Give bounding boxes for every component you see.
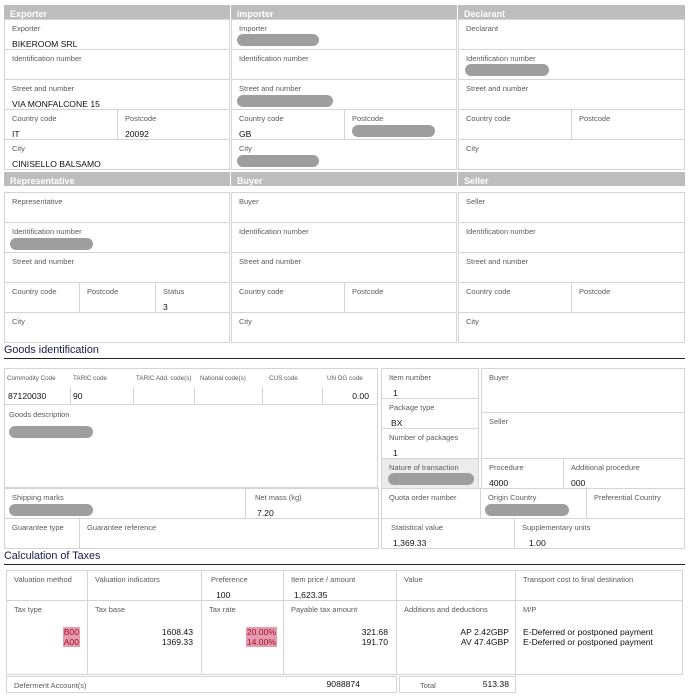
tax-rate-cell: [201, 600, 284, 675]
value-cell: [396, 570, 516, 601]
package-type-cell: [381, 398, 479, 429]
label: Commodity Code: [7, 375, 56, 382]
buyer-id-cell: [231, 222, 457, 253]
label: Payable tax amount: [291, 605, 358, 614]
redacted-mark: [9, 504, 93, 516]
buyer-header: Buyer: [231, 172, 457, 186]
label: Guarantee reference: [87, 523, 157, 532]
item-price-cell: [283, 570, 397, 601]
label: Representative: [12, 197, 63, 206]
exporter-postcode-cell: [117, 109, 230, 140]
payable-tax-cell: [283, 600, 397, 675]
exporter-street: VIA MONFALCONE 15: [12, 99, 100, 109]
label: City: [239, 144, 252, 153]
procedure-value: 4000: [489, 478, 509, 488]
label: Tax base: [95, 605, 126, 614]
additional-procedure-cell: [563, 458, 685, 489]
label: Country code: [466, 114, 511, 123]
representative-id-cell: [4, 222, 230, 253]
procedure-cell: [481, 458, 564, 489]
label: Valuation indicators: [95, 575, 160, 584]
label: Status: [163, 287, 185, 296]
declarant-header: Declarant: [458, 5, 685, 19]
seller-header: Seller: [458, 172, 685, 186]
redacted-mark: [352, 125, 435, 137]
preferential-country-cell: [586, 488, 685, 519]
importer-id-cell: [231, 49, 457, 80]
guarantee-reference-cell: [79, 518, 379, 549]
label: Quota order number: [389, 493, 457, 502]
redacted-mark: [485, 504, 569, 516]
label: Item price / amount: [291, 575, 356, 584]
label: Country code: [239, 287, 284, 296]
total-cell: [399, 676, 516, 693]
label: CUS code: [269, 375, 298, 382]
tax-base-row-1: 1608.43: [161, 627, 193, 637]
seller-name-cell: [458, 192, 685, 223]
exporter-name-cell: [4, 19, 230, 50]
label: Identification number: [466, 54, 536, 63]
item-number-value: 1: [393, 388, 398, 398]
representative-status: 3: [163, 302, 168, 312]
declarant-street-cell: [458, 79, 685, 110]
label: Total: [420, 681, 436, 690]
declarant-city-cell: [458, 139, 685, 170]
taric-code-value: 90: [73, 391, 83, 401]
label: Preferential Country: [594, 493, 661, 502]
nature-of-transaction-cell: [381, 458, 479, 489]
label: Additional procedure: [571, 463, 640, 472]
label: National code(s): [200, 375, 246, 382]
label: Tax type: [14, 605, 42, 614]
net-mass-value: 7.20: [257, 508, 274, 518]
label: Item number: [389, 373, 432, 382]
label: Postcode: [579, 287, 611, 296]
label: Deferment Account(s): [14, 681, 87, 690]
label: Buyer: [489, 373, 509, 382]
goods-buyer-cell: [481, 368, 685, 413]
label: Street and number: [239, 257, 302, 266]
deferment-account-value: 9088874: [326, 679, 360, 689]
guarantee-type-cell: [4, 518, 80, 549]
valuation-method-cell: [6, 570, 88, 601]
label: Number of packages: [389, 433, 459, 442]
redacted-mark: [10, 238, 93, 250]
label: Identification number: [466, 227, 536, 236]
declarant-postcode-cell: [571, 109, 685, 140]
importer-city-cell: [231, 139, 457, 170]
label: Value: [404, 575, 423, 584]
label: Nature of transaction: [389, 463, 459, 472]
representative-city-cell: [4, 312, 230, 343]
label: Identification number: [12, 54, 82, 63]
payable-row-2: 191.70: [361, 637, 388, 647]
label: Package type: [389, 403, 435, 412]
label: Postcode: [87, 287, 119, 296]
importer-name-cell: [231, 19, 457, 50]
label: City: [239, 317, 252, 326]
label: Guarantee type: [12, 523, 64, 532]
label: City: [12, 144, 25, 153]
additional-procedure-value: 000: [571, 478, 586, 488]
redacted-mark: [9, 426, 93, 438]
seller-id-cell: [458, 222, 685, 253]
label: City: [466, 317, 479, 326]
label: Postcode: [352, 114, 384, 123]
importer-country: GB: [239, 129, 252, 139]
exporter-header: Exporter: [4, 5, 230, 19]
mp-cell: [515, 600, 683, 675]
exporter-id-cell: [4, 49, 230, 80]
representative-street-cell: [4, 252, 230, 283]
package-type-value: BX: [391, 418, 403, 428]
label: Statistical value: [391, 523, 444, 532]
label: Postcode: [125, 114, 157, 123]
label: Seller: [489, 417, 509, 426]
supplementary-units-cell: [514, 518, 685, 549]
payable-row-1: 321.68: [361, 627, 388, 637]
label: Goods description: [9, 410, 70, 419]
label: Street and number: [466, 257, 529, 266]
label: Tax rate: [209, 605, 236, 614]
label: Street and number: [12, 257, 75, 266]
label: Street and number: [12, 84, 75, 93]
buyer-country-cell: [231, 282, 345, 313]
representative-name-cell: [4, 192, 230, 223]
mp-row-2: E-Deferred or postponed payment: [523, 637, 653, 647]
representative-header: Representative: [4, 172, 230, 186]
seller-city-cell: [458, 312, 685, 343]
valuation-indicators-cell: [87, 570, 202, 601]
tax-rate-row-2: 14.00%: [246, 637, 276, 647]
exporter-country: IT: [12, 129, 20, 139]
statistical-value: 1,369.33: [393, 538, 427, 548]
label: Country code: [239, 114, 284, 123]
number-of-packages-cell: [381, 428, 479, 459]
statistical-value-cell: [381, 518, 515, 549]
label: Identification number: [239, 227, 309, 236]
label: Procedure: [489, 463, 524, 472]
label: Additions and deductions: [404, 605, 488, 614]
origin-country-cell: [480, 488, 587, 519]
redacted-mark: [237, 155, 319, 167]
addition-row-1: AP 2.42GBP: [460, 627, 509, 637]
commodity-code-value: 87120030: [8, 391, 47, 401]
label: Transport cost to final destination: [523, 575, 634, 584]
item-number-cell: [381, 368, 479, 399]
addition-row-2: AV 47.4GBP: [460, 637, 509, 647]
label: Country code: [12, 114, 57, 123]
label: City: [466, 144, 479, 153]
calculation-of-taxes-title: Calculation of Taxes: [4, 550, 685, 565]
label: City: [12, 317, 25, 326]
shipping-marks-cell: [4, 488, 246, 519]
seller-street-cell: [458, 252, 685, 283]
label: Identification number: [239, 54, 309, 63]
total-value: 513.38: [482, 679, 509, 689]
tax-type-row-2: A00: [63, 637, 79, 647]
exporter-street-cell: [4, 79, 230, 110]
declarant-country-cell: [458, 109, 572, 140]
goods-codes-block: [4, 368, 378, 488]
label: Street and number: [466, 84, 529, 93]
redacted-mark: [237, 34, 319, 46]
label: Country code: [466, 287, 511, 296]
label: Street and number: [239, 84, 302, 93]
tax-type-row-1: B00: [63, 627, 79, 637]
un-dg-code-value: 0.00: [352, 391, 369, 401]
tax-base-cell: [87, 600, 202, 675]
exporter-name: BIKEROOM SRL: [12, 39, 78, 49]
goods-identification-title: Goods identification: [4, 344, 685, 359]
label: Buyer: [239, 197, 259, 206]
buyer-street-cell: [231, 252, 457, 283]
label: Origin Country: [488, 493, 537, 502]
transport-cost-cell: [515, 570, 683, 601]
deferment-account-cell: [6, 676, 397, 693]
label: Identification number: [12, 227, 82, 236]
buyer-name-cell: [231, 192, 457, 223]
mp-row-1: E-Deferred or postponed payment: [523, 627, 653, 637]
label: TARIC Add. code(s): [136, 375, 192, 382]
exporter-country-cell: [4, 109, 118, 140]
tax-rate-row-1: 20.00%: [246, 627, 276, 637]
representative-status-cell: [155, 282, 230, 313]
supplementary-units-value: 1.00: [529, 538, 546, 548]
goods-seller-cell: [481, 412, 685, 459]
importer-postcode-cell: [344, 109, 457, 140]
label: Net mass (kg): [255, 493, 302, 502]
label: Declarant: [466, 24, 499, 33]
label: M/P: [523, 605, 537, 614]
label: Valuation method: [14, 575, 72, 584]
buyer-city-cell: [231, 312, 457, 343]
importer-country-cell: [231, 109, 345, 140]
preference-cell: [201, 570, 284, 601]
seller-country-cell: [458, 282, 572, 313]
exporter-postcode: 20092: [125, 129, 149, 139]
label: TARIC code: [73, 375, 107, 382]
exporter-city: CINISELLO BALSAMO: [12, 159, 101, 169]
net-mass-cell: [245, 488, 379, 519]
representative-postcode-cell: [79, 282, 156, 313]
label: Postcode: [352, 287, 384, 296]
preference-value: 100: [216, 590, 231, 600]
label: Postcode: [579, 114, 611, 123]
label: Seller: [466, 197, 486, 206]
number-of-packages-value: 1: [393, 448, 398, 458]
declarant-id-cell: [458, 49, 685, 80]
buyer-postcode-cell: [344, 282, 457, 313]
tax-base-row-2: 1369.33: [161, 637, 193, 647]
label: Importer: [239, 24, 267, 33]
exporter-city-cell: [4, 139, 230, 170]
redacted-mark: [237, 95, 333, 107]
additions-deductions-cell: [396, 600, 516, 675]
label: UN DG code: [327, 375, 363, 382]
importer-street-cell: [231, 79, 457, 110]
seller-postcode-cell: [571, 282, 685, 313]
representative-country-cell: [4, 282, 80, 313]
tax-type-cell: [6, 600, 88, 675]
label: Shipping marks: [12, 493, 64, 502]
importer-header: Importer: [231, 5, 457, 19]
label: Supplementary units: [522, 523, 591, 532]
label: Country code: [12, 287, 57, 296]
label: Preference: [211, 575, 248, 584]
quota-order-cell: [381, 488, 481, 519]
item-price-value: 1,623.35: [294, 590, 328, 600]
declarant-name-cell: [458, 19, 685, 50]
redacted-mark: [465, 64, 549, 76]
redacted-mark: [388, 473, 474, 485]
label: Exporter: [12, 24, 41, 33]
